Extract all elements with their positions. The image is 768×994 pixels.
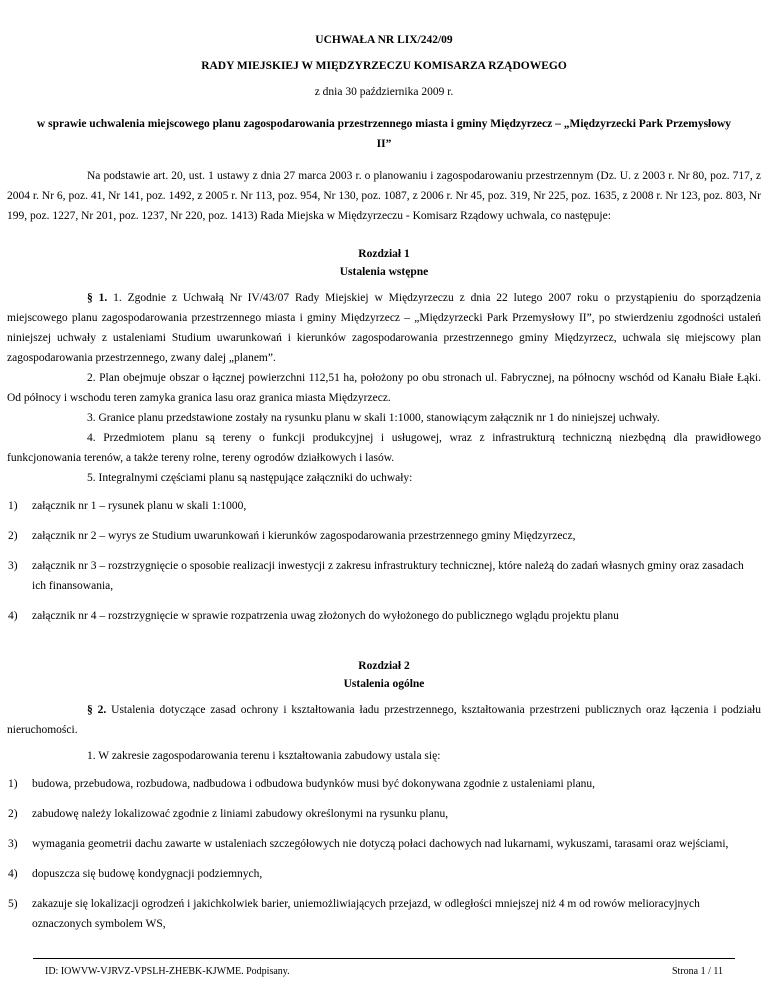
chapter-1-subtitle: Ustalenia wstępne — [339, 266, 429, 278]
resolution-date: z dnia 30 października 2009 r. — [314, 86, 454, 98]
document-id: ID: IOWVW-VJRVZ-VPSLH-ZHEBK-KJWME. Podpisany. — [45, 966, 290, 977]
paragraph-1-3: 3. Granice planu przedstawione zostały na rysunku planu w skali 1:1000, stanowiącym załącznik nr 1 do niniejszej uchwały. — [87, 412, 660, 424]
paragraph-1-2: 2. Plan obejmuje obszar o łącznej powierzchni 112,51 ha, położony po obu stronach ul. Fabrycznej, na północny wschód od Kanału Białe Łąki. Od północy i wschodu teren zamyka granica lasu oraz granica miasta Międzyrzecz. — [7, 372, 761, 404]
section-mark: § 1. — [87, 292, 108, 304]
section-mark: § 2. — [87, 704, 107, 716]
paragraph-1-4: 4. Przedmiotem planu są tereny o funkcji produkcyjnej i usługowej, wraz z infrastrukturą techniczną niezbędną dla prawidłowego funkcjonowania terenów, a także tereny rolne, tereny ogrodów działkowych i lasów. — [7, 432, 761, 464]
preamble: Na podstawie art. 20, ust. 1 ustawy z dnia 27 marca 2003 r. o planowaniu i zagospodarowaniu przestrzennym (Dz. U. z 2003 r. Nr 80, poz. 717, z 2004 r. Nr 6, poz. 41, Nr 141, poz. 1492, z 2005 r. Nr 113, poz. 954, Nr 130, poz. 1087, z 2006 r. Nr 45, poz. 319, Nr 225, poz. 1635, z 2008 r. Nr 123, poz. 803, Nr 199, poz. 1227, Nr 201, poz. 1237, Nr 220, poz. 1413) Rada Miejska w Międzyrzeczu - Komisarz Rządowy uchwala, co następuje: — [7, 170, 761, 222]
list-item-number: 1) — [8, 500, 18, 512]
paragraph-2-1: 1. W zakresie zagospodarowania terenu i kształtowania zabudowy ustala się: — [87, 750, 441, 762]
list-item-text: załącznik nr 1 – rysunek planu w skali 1:1000, — [32, 500, 247, 512]
list-item-text: budowa, przebudowa, rozbudowa, nadbudowa i odbudowa budynków musi być dokonywana zgodnie z ustaleniami planu, — [32, 778, 596, 790]
list-item-text: zabudowę należy lokalizować zgodnie z liniami zabudowy określonymi na rysunku planu, — [32, 808, 449, 820]
list-item-number: 4) — [8, 610, 18, 622]
paragraph-text: 1. Zgodnie z Uchwałą Nr IV/43/07 Rady Miejskiej w Międzyrzeczu z dnia 22 lutego 2007 roku o przystąpieniu do sporządzenia miejscowego planu zagospodarowania przestrzennego miasta i gminy Międzyrzecz – „Międzyrzecki Park Przemysłowy II”, po stwierdzeniu zgodności ustaleń niniejszej uchwały z ustaleniami Studium uwarunkowań i kierunków zagospodarowania przestrzennego gminy Międzyrzecz, uchwala się miejscowy plan zagospodarowania przestrzennego, zwany dalej „planem”. — [7, 292, 762, 364]
list-item-number: 2) — [8, 808, 18, 820]
paragraph-1-1 — [7, 288, 761, 368]
chapter-2-title: Rozdział 2 — [358, 660, 410, 672]
list-item-number: 1) — [8, 778, 18, 790]
list-item-number: 3) — [8, 560, 18, 572]
paragraph-1-5: 5. Integralnymi częściami planu są następujące załączniki do uchwały: — [87, 472, 413, 484]
footer-divider — [33, 958, 735, 959]
list-item — [8, 606, 758, 626]
list-item-number: 5) — [8, 898, 18, 910]
resolution-subject: w sprawie uchwalenia miejscowego planu zagospodarowania przestrzennego miasta i gminy Międzyrzecz – „Międzyrzecki Park Przemysłowy II” — [36, 118, 732, 150]
list-item-text: zakazuje się lokalizacji ogrodzeń i jakichkolwiek barier, uniemożliwiających przejazd, w odległości mniejszej niż 4 m od rowów melioracyjnych oznaczonych symbolem WS, — [32, 898, 700, 930]
resolution-issuer: RADY MIEJSKIEJ W MIĘDZYRZECZU KOMISARZA RZĄDOWEGO — [201, 60, 567, 72]
list-item — [8, 834, 758, 854]
chapter-2-subtitle: Ustalenia ogólne — [343, 678, 425, 690]
page-number: Strona 1 / 11 — [671, 966, 723, 977]
chapter-1-title: Rozdział 1 — [358, 248, 410, 260]
list-item — [8, 556, 758, 596]
resolution-title: UCHWAŁA NR LIX/242/09 — [315, 34, 453, 46]
list-item-text: załącznik nr 3 – rozstrzygnięcie o sposobie realizacji inwestycji z zakresu infrastruktury technicznej, które należą do zadań własnych gminy oraz zasadach ich finansowania, — [32, 560, 744, 592]
list-item-number: 2) — [8, 530, 18, 542]
list-item — [8, 526, 758, 546]
list-item-text: załącznik nr 4 – rozstrzygnięcie w sprawie rozpatrzenia uwag złożonych do wyłożonego do publicznego wglądu projektu planu — [32, 610, 619, 622]
list-item — [8, 774, 758, 794]
list-item — [8, 864, 758, 884]
paragraph-2-intro — [7, 700, 761, 740]
list-item — [8, 496, 758, 516]
list-item-number: 3) — [8, 838, 18, 850]
list-item-text: załącznik nr 2 – wyrys ze Studium uwarunkowań i kierunków zagospodarowania przestrzennego gminy Międzyrzecz, — [32, 530, 576, 542]
list-item-text: dopuszcza się budowę kondygnacji podziemnych, — [32, 868, 263, 880]
list-item-text: wymagania geometrii dachu zawarte w ustaleniach szczegółowych nie dotyczą połaci dachowych nad lukarnami, wykuszami, tarasami oraz wejściami, — [32, 838, 729, 850]
list-item-number: 4) — [8, 868, 18, 880]
paragraph-text: Ustalenia dotyczące zasad ochrony i kształtowania ładu przestrzennego, kształtowania przestrzeni publicznych oraz łączenia i podziału nieruchomości. — [7, 704, 761, 736]
list-item — [8, 894, 758, 934]
list-item — [8, 804, 758, 824]
